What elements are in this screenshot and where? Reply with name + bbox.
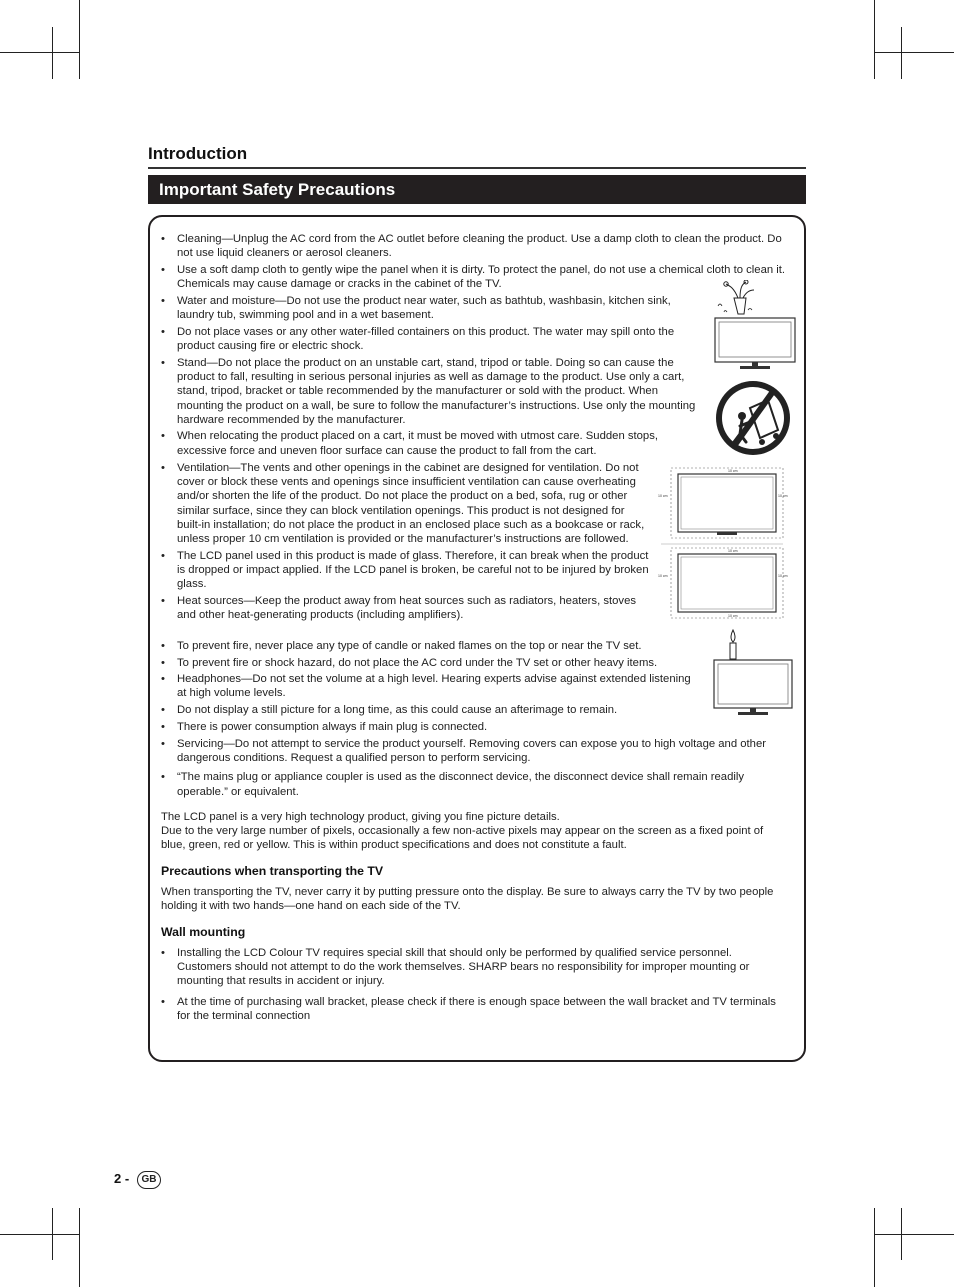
clearance-label: 10 cm: [658, 494, 668, 498]
section-divider: [148, 167, 806, 169]
list-item: • Do not display a still picture for a long time, as this could cause an afterimage to remain.: [161, 703, 696, 717]
list-item: • The LCD panel used in this product is made of glass. Therefore, it can break when the product is dropped or impact applied. If the LCD panel is broken, be careful not to be injured by broken glass.: [161, 549, 649, 592]
list-item: • Headphones—Do not set the volume at a high level. Hearing experts advise against extended listening at high volume levels.: [161, 672, 696, 700]
precautions-list: [161, 461, 649, 624]
crop-mark: [901, 27, 902, 79]
list-item: • Servicing—Do not attempt to service the product yourself. Removing covers can expose you to high voltage and other dangerous conditions. Request a qualified person to perform servicing.: [161, 737, 786, 765]
cart-warning-icon: [712, 378, 794, 458]
list-item: • Heat sources—Keep the product away from heat sources such as radiators, heaters, stoves and other heat-generating products (including amplifiers).: [161, 594, 649, 622]
list-item: • Water and moisture—Do not use the product near water, such as bathtub, washbasin, kitchen sink, laundry tub, swimming pool and in a wet basement.: [161, 294, 691, 322]
wall-heading: Wall mounting: [161, 925, 246, 939]
crop-mark: [874, 1234, 954, 1235]
list-item: • Do not place vases or any other water-filled containers on this product. The water may spill onto the product causing fire or electric shock.: [161, 325, 691, 353]
precautions-list: [161, 294, 691, 356]
lcd-note: [161, 810, 786, 853]
lcd-note-line: The LCD panel is a very high technology product, giving you fine picture details.: [161, 811, 560, 823]
crop-mark: [874, 52, 954, 53]
list-item: • Installing the LCD Colour TV requires special skill that should only be performed by qualified service personnel. Customers should not attempt to do the work themselves. SHARP bears no responsibility for improper mounting or mounting that results in accident or injury.: [161, 946, 789, 989]
page-title: Important Safety Precautions: [159, 180, 396, 199]
wall-list: [161, 946, 789, 1025]
clearance-label: 10 cm: [778, 494, 788, 498]
crop-mark: [0, 1234, 79, 1235]
list-item: • Use a soft damp cloth to gently wipe the panel when it is dirty. To protect the panel, do not use a chemical cloth to clean it. Chemicals may cause damage or cracks in the cabinet of the TV.: [161, 263, 786, 291]
precautions-list: [161, 356, 696, 460]
crop-mark: [79, 0, 80, 79]
clearance-label: 10 cm: [728, 614, 738, 618]
section-title: Introduction: [148, 144, 248, 163]
list-item: • Cleaning—Unplug the AC cord from the AC outlet before cleaning the product. Use a damp cloth to clean the product. Do not use liquid cleaners or aerosol cleaners.: [161, 232, 786, 260]
vase-on-tv-illustration: [710, 280, 800, 372]
clearance-label: 10 cm: [728, 549, 738, 553]
crop-mark: [874, 1208, 875, 1287]
page-number: 2 -: [114, 1171, 130, 1186]
crop-mark: [901, 1208, 902, 1260]
crop-mark: [52, 1208, 53, 1260]
crop-mark: [79, 1208, 80, 1287]
candle-on-tv-illustration: [710, 628, 796, 720]
precautions-list: [161, 737, 786, 801]
clearance-label: 10 cm: [658, 574, 668, 578]
clearance-label: 10 cm: [728, 469, 738, 473]
crop-mark: [52, 27, 53, 79]
region-badge: GB: [137, 1171, 161, 1189]
clearance-label: 10 cm: [778, 574, 788, 578]
list-item: • To prevent fire, never place any type of candle or naked flames on the top or near the TV set.: [161, 639, 696, 653]
list-item: • Stand—Do not place the product on an unstable cart, stand, tripod or table. Doing so can cause the product to fall, resulting in serious personal injuries as well as damage to the product. Use only a cart, stand, tripod, bracket or table recommended by the manufacturer or sold with the product. When mounting the product on a wall, be sure to follow the manufacturer’s instructions. Use only the mounting hardware recommended by the manufacturer.: [161, 356, 696, 427]
list-item: • Ventilation—The vents and other openings in the cabinet are designed for ventilation. Do not cover or block these vents and openings since insufficient ventilation can cause overheating and/or shorten the life of the product. Do not place the product on a bed, sofa, rug or other similar surface, since they can block ventilation openings. This product is not designed for built-in installation; do not place the product in an enclosed place such as a bookcase or rack, unless proper 10 cm ventilation is provided or the manufacturer’s instructions are followed.: [161, 461, 649, 546]
crop-mark: [874, 0, 875, 79]
precautions-list: [161, 639, 696, 736]
lcd-note-line: Due to the very large number of pixels, occasionally a few non-active pixels may appear on the screen as a fixed point of blue, green, red or yellow. This is within product specifications and does not constitute a fault.: [161, 825, 764, 852]
precautions-list: [161, 232, 786, 294]
title-banner: [148, 175, 806, 204]
ventilation-clearance-diagram: [656, 465, 788, 621]
list-item: • At the time of purchasing wall bracket, please check if there is enough space between the wall bracket and TV terminals for the terminal connection: [161, 995, 789, 1023]
list-item: • To prevent fire or shock hazard, do not place the AC cord under the TV set or other heavy items.: [161, 656, 696, 670]
transport-heading: Precautions when transporting the TV: [161, 864, 384, 878]
transport-text: When transporting the TV, never carry it by putting pressure onto the display. Be sure to always carry the TV by two people holding it with two hands—one hand on each side of the TV.: [161, 886, 774, 913]
crop-mark: [0, 52, 79, 53]
list-item: • There is power consumption always if main plug is connected.: [161, 720, 696, 734]
list-item: • When relocating the product placed on a cart, it must be moved with utmost care. Sudden stops, excessive force and uneven floor surface can cause the product to fall from the cart.: [161, 429, 696, 457]
list-item: • “The mains plug or appliance coupler is used as the disconnect device, the disconnect device shall remain readily operable.” or equivalent.: [161, 770, 786, 798]
